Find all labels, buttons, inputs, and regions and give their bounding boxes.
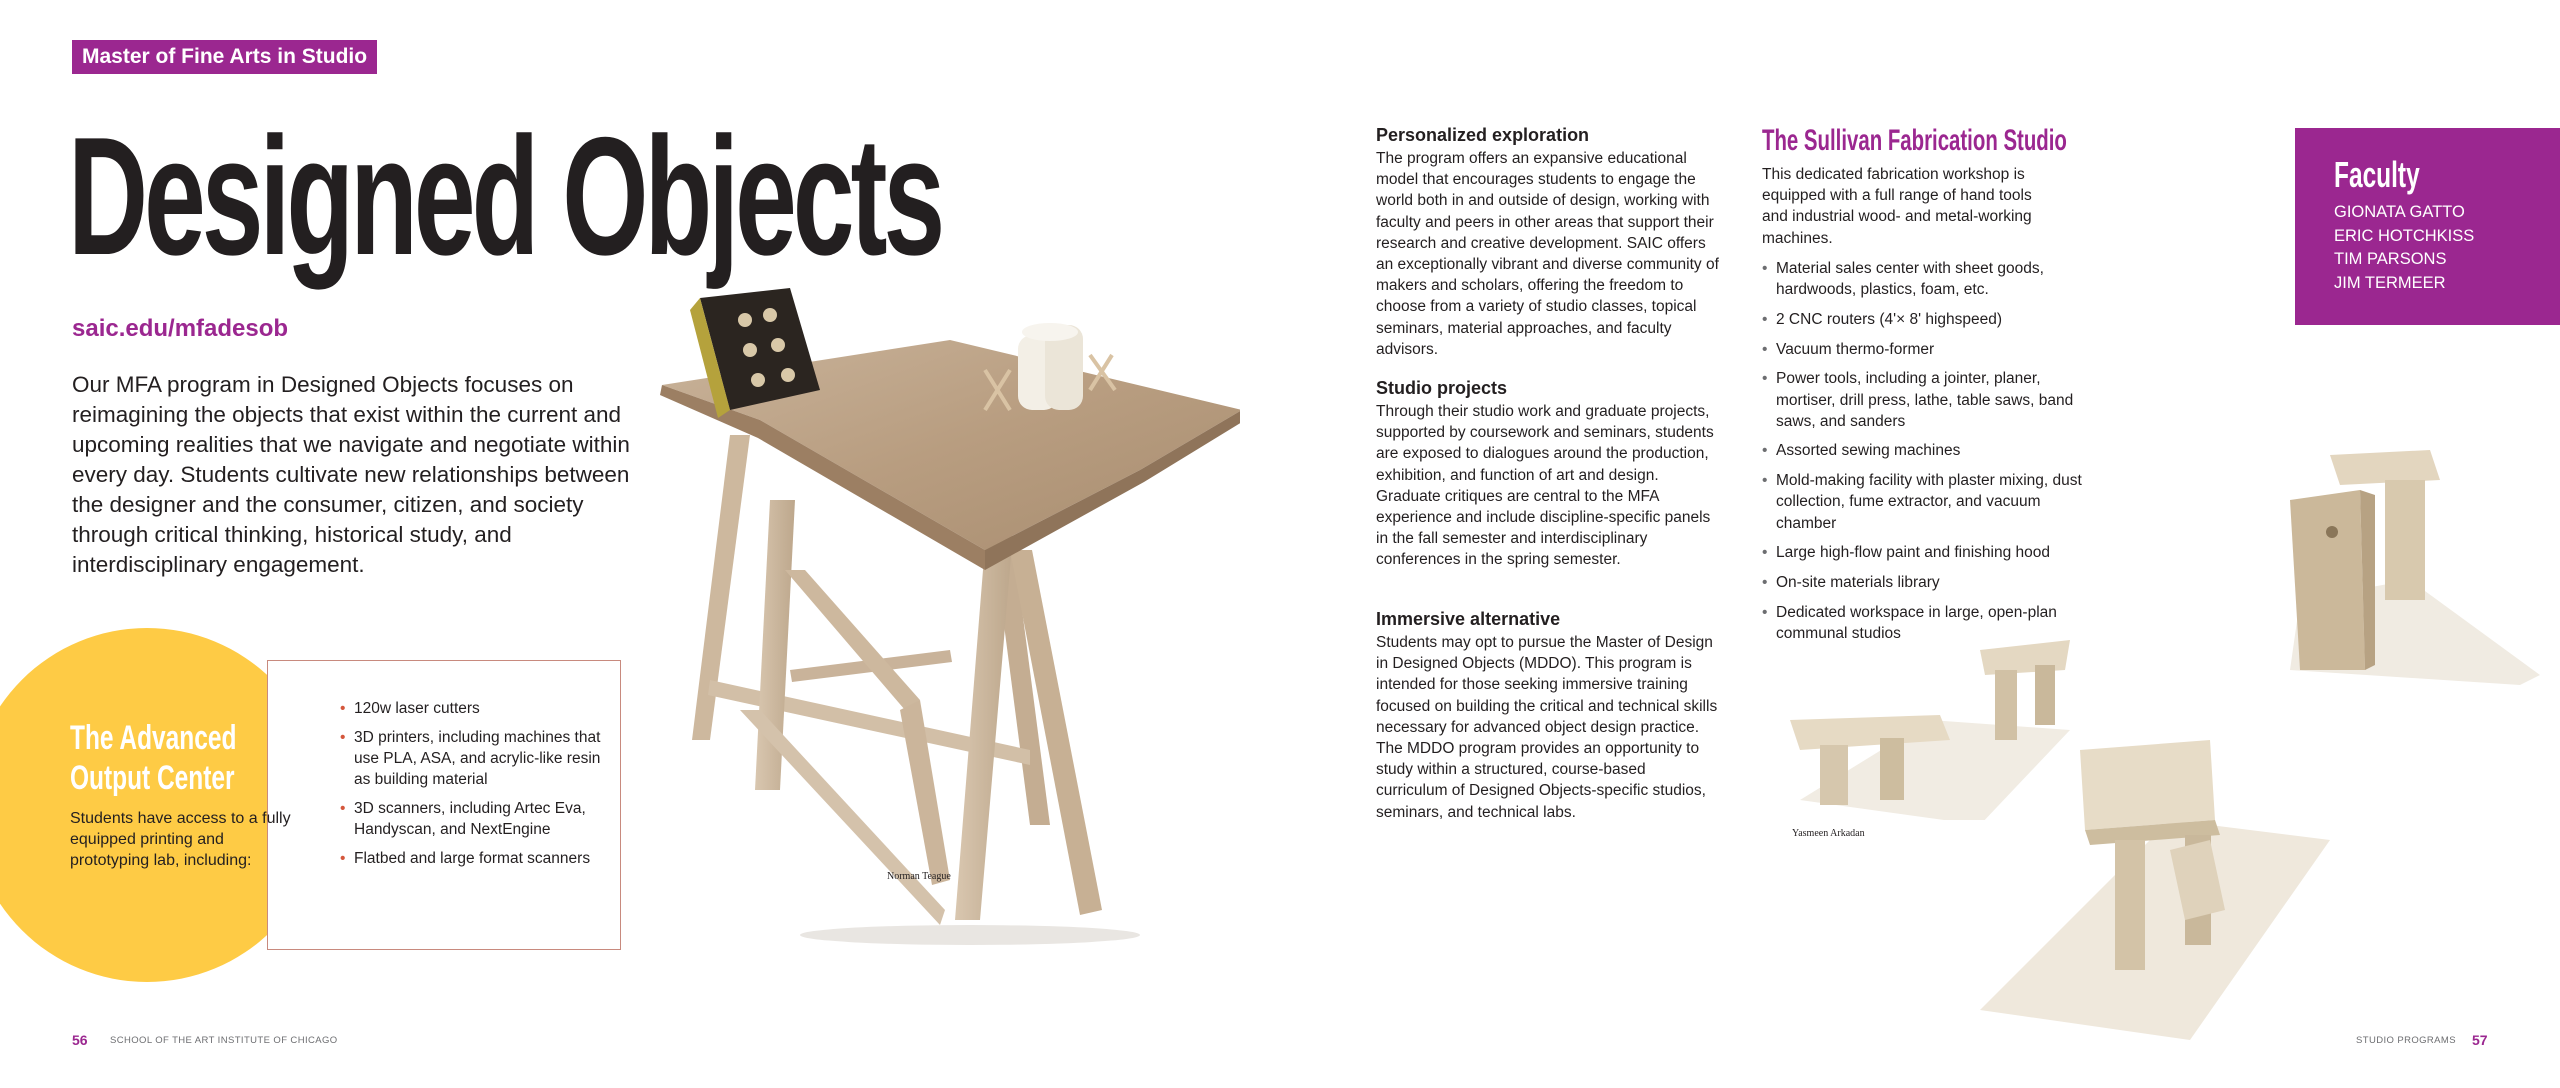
intro-paragraph: Our MFA program in Designed Objects focuses on reimagining the objects that exist within the current and upcoming realities that we navigate and negotiate within every day. Students cultivate new relationships between the designer and the consumer, citizen, and society through critical thinking, historical study, and interdisciplinary engagement. (72, 372, 630, 577)
page-number-right: 57 (2472, 1032, 2488, 1048)
faculty-name: JIM TERMEER (2334, 273, 2446, 292)
fabrication-studio-title: The Sullivan Fabrication Studio (1762, 124, 2067, 157)
section-studio-projects (1376, 377, 1720, 571)
fabrication-studio-description: This dedicated fabrication workshop is equipped with a full range of hand tools and industrial wood- and metal-working machines. (1762, 166, 2032, 247)
list-item: • Flatbed and large format scanners (340, 848, 610, 869)
list-item: • Power tools, including a jointer, planer, mortiser, drill press, lathe, table saws, band saws, and sanders (1762, 368, 2092, 432)
faculty-title: Faculty (2334, 154, 2420, 195)
output-center-title (70, 718, 237, 798)
fabrication-studio-list (1762, 258, 2092, 653)
faculty-list (2334, 201, 2474, 295)
list-item: • On-site materials library (1762, 572, 2092, 593)
photo-credit: Norman Teague (887, 871, 951, 882)
output-center-description: Students have access to a fully equipped printing and prototyping lab, including: (70, 810, 291, 869)
page-number-left: 56 (72, 1032, 88, 1048)
footer-right-text: STUDIO PROGRAMS (2356, 1035, 2456, 1046)
list-item: • Material sales center with sheet goods, hardwoods, plastics, foam, etc. (1762, 258, 2092, 300)
section-body: The program offers an expansive educational model that encourages students to engage the world both in and outside of design, working with faculty and peers in other areas that support their research and creative development. SAIC offers an exceptionally vibrant and diverse community of makers and scholars, offering the freedom to choose from a variety of studio classes, topical seminars, material approaches, and faculty advisors. (1376, 150, 1719, 358)
list-item: • Large high-flow paint and finishing hood (1762, 542, 2092, 563)
section-immersive-alternative (1376, 608, 1720, 823)
faculty-name: GIONATA GATTO (2334, 203, 2465, 221)
stone-model-photo (1970, 720, 2330, 1050)
list-item: • 2 CNC routers (4'× 8' highspeed) (1762, 309, 2092, 330)
faculty-name: TIM PARSONS (2334, 250, 2447, 268)
photo-credit: Yasmeen Arkadan (1792, 828, 1865, 839)
section-body: Students may opt to pursue the Master of Design in Designed Objects (MDDO). This program is intended for those seeking immersive training focused on building the critical and technical skills necessary for advanced object design practice. The MDDO program provides an opportunity to study within a structured, course-based curriculum of Designed Objects-specific studios, seminars, and technical labs. (1376, 634, 1718, 821)
program-tag: Master of Fine Arts in Studio (72, 40, 377, 74)
list-item: • Assorted sewing machines (1762, 440, 2092, 461)
stone-model-photo (2270, 440, 2540, 690)
section-heading: Studio projects (1376, 378, 1508, 398)
section-personalized-exploration (1376, 124, 1720, 360)
section-heading: Immersive alternative (1376, 609, 1561, 629)
program-url-link[interactable]: saic.edu/mfadesob (72, 315, 289, 342)
page-title: Designed Objects (68, 102, 942, 290)
output-center-title-line1: The Advanced (70, 719, 237, 757)
output-center-title-line2: Output Center (70, 759, 235, 797)
list-item: • Dedicated workspace in large, open-plan communal studios (1762, 602, 2092, 644)
list-item: • 120w laser cutters (340, 698, 610, 719)
desk-photo (650, 270, 1240, 950)
output-center-list (340, 698, 610, 877)
faculty-name: ERIC HOTCHKISS (2334, 226, 2475, 245)
list-item: • 3D scanners, including Artec Eva, Handyscan, and NextEngine (340, 798, 610, 840)
footer-left-text: SCHOOL OF THE ART INSTITUTE OF CHICAGO (110, 1035, 338, 1046)
list-item: • Vacuum thermo-former (1762, 339, 2092, 360)
list-item: • Mold-making facility with plaster mixing, dust collection, fume extractor, and vacuum chamber (1762, 470, 2092, 534)
section-heading: Personalized exploration (1376, 125, 1590, 145)
section-body: Through their studio work and graduate projects, supported by coursework and seminars, students are exposed to dialogues around the production, exhibition, and function of art and design. Graduate critiques are central to the MFA experience and include discipline-specific panels in the fall semester and interdisciplinary conferences in the spring semester. (1376, 403, 1714, 569)
list-item: • 3D printers, including machines that use PLA, ASA, and acrylic-like resin as building material (340, 727, 610, 790)
